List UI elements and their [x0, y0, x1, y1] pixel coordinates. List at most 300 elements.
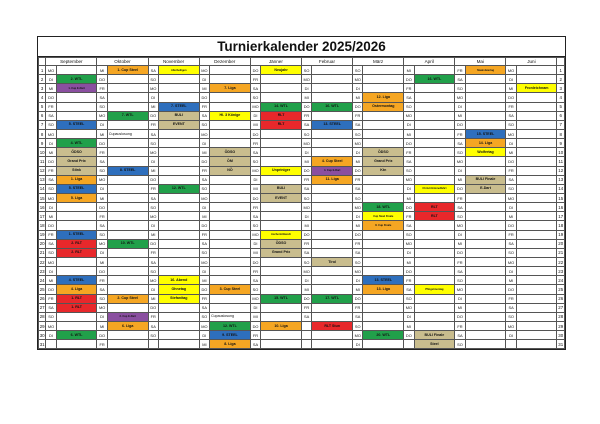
event-cell[interactable]	[56, 111, 97, 120]
event-cell[interactable]	[261, 340, 302, 349]
event-cell[interactable]	[516, 148, 557, 157]
event-cell[interactable]: NÖ	[210, 166, 251, 175]
event-cell[interactable]: 16. Abend	[158, 276, 199, 285]
event-cell[interactable]: Allerheiligen	[158, 66, 199, 75]
event-cell[interactable]	[414, 66, 455, 75]
event-cell[interactable]	[312, 303, 353, 312]
event-cell[interactable]	[516, 212, 557, 221]
event-cell[interactable]	[414, 120, 455, 129]
event-cell[interactable]	[210, 303, 251, 312]
event-cell[interactable]	[261, 267, 302, 276]
event-cell[interactable]	[363, 111, 404, 120]
event-cell[interactable]	[516, 66, 557, 75]
event-cell[interactable]: RLT Stun	[312, 321, 353, 330]
event-cell[interactable]	[516, 312, 557, 321]
event-cell[interactable]	[210, 120, 251, 129]
event-cell[interactable]: 10. Liga	[261, 321, 302, 330]
event-cell[interactable]	[261, 203, 302, 212]
event-cell[interactable]	[261, 157, 302, 166]
event-cell[interactable]	[312, 148, 353, 157]
event-cell[interactable]	[312, 84, 353, 93]
event-cell[interactable]: 2. Cup E-Dart	[107, 312, 148, 321]
event-cell[interactable]	[414, 93, 455, 102]
event-cell[interactable]: 1. Cup E-Dart	[56, 84, 97, 93]
event-cell[interactable]	[363, 66, 404, 75]
event-cell[interactable]: Cup Steel Finale	[363, 212, 404, 221]
event-cell[interactable]	[312, 203, 353, 212]
event-cell[interactable]: 7. Liga	[210, 84, 251, 93]
event-cell[interactable]: Wolfertag	[465, 148, 506, 157]
event-cell[interactable]: Staatsfeiertag	[465, 66, 506, 75]
event-cell[interactable]	[261, 221, 302, 230]
event-cell[interactable]	[261, 93, 302, 102]
event-cell[interactable]	[465, 230, 506, 239]
event-cell[interactable]	[312, 184, 353, 193]
event-cell[interactable]	[312, 267, 353, 276]
event-cell[interactable]	[210, 75, 251, 84]
event-cell[interactable]	[210, 175, 251, 184]
event-cell[interactable]: 9. STEEL	[210, 331, 251, 340]
event-cell[interactable]	[158, 93, 199, 102]
event-cell[interactable]: 2. WTL	[56, 75, 97, 84]
event-cell[interactable]	[312, 139, 353, 148]
event-cell[interactable]: RLT	[414, 203, 455, 212]
event-cell[interactable]	[312, 75, 353, 84]
event-cell[interactable]	[516, 321, 557, 330]
event-cell[interactable]	[107, 148, 148, 157]
event-cell[interactable]	[56, 203, 97, 212]
event-cell[interactable]	[516, 111, 557, 120]
event-cell[interactable]	[465, 331, 506, 340]
event-cell[interactable]: Aschermittwoch	[261, 230, 302, 239]
event-cell[interactable]	[465, 294, 506, 303]
event-cell[interactable]	[414, 102, 455, 111]
event-cell[interactable]	[465, 75, 506, 84]
event-cell[interactable]	[158, 321, 199, 330]
event-cell[interactable]	[107, 303, 148, 312]
event-cell[interactable]	[158, 248, 199, 257]
event-cell[interactable]	[312, 212, 353, 221]
event-cell[interactable]	[107, 331, 148, 340]
event-cell[interactable]	[56, 212, 97, 221]
event-cell[interactable]	[107, 221, 148, 230]
event-cell[interactable]	[363, 120, 404, 129]
event-cell[interactable]	[516, 221, 557, 230]
event-cell[interactable]: ÖDSO	[56, 148, 97, 157]
event-cell[interactable]	[158, 340, 199, 349]
event-cell[interactable]	[465, 111, 506, 120]
event-cell[interactable]: 2. RLT	[56, 239, 97, 248]
event-cell[interactable]: BULI Finale	[414, 331, 455, 340]
event-cell[interactable]: Tirol	[312, 257, 353, 266]
event-cell[interactable]	[465, 203, 506, 212]
event-cell[interactable]	[516, 75, 557, 84]
event-cell[interactable]	[56, 129, 97, 138]
event-cell[interactable]	[210, 239, 251, 248]
event-cell[interactable]	[465, 212, 506, 221]
event-cell[interactable]	[465, 303, 506, 312]
event-cell[interactable]	[56, 312, 97, 321]
event-cell[interactable]	[465, 285, 506, 294]
event-cell[interactable]	[465, 312, 506, 321]
event-cell[interactable]	[56, 267, 97, 276]
event-cell[interactable]	[312, 312, 353, 321]
event-cell[interactable]	[312, 93, 353, 102]
event-cell[interactable]	[107, 75, 148, 84]
event-cell[interactable]	[312, 129, 353, 138]
event-cell[interactable]	[465, 276, 506, 285]
event-cell[interactable]: 7. WTL	[107, 111, 148, 120]
event-cell[interactable]: 17. WTL	[312, 294, 353, 303]
event-cell[interactable]	[210, 212, 251, 221]
event-cell[interactable]	[158, 84, 199, 93]
event-cell[interactable]: Steel	[414, 340, 455, 349]
event-cell[interactable]: 8. Cup Finale	[363, 221, 404, 230]
event-cell[interactable]: Cupauslosung	[210, 312, 251, 321]
event-cell[interactable]: 5. STEEL	[56, 120, 97, 129]
event-cell[interactable]: 7. STEEL	[158, 102, 199, 111]
event-cell[interactable]: Neujahr	[261, 66, 302, 75]
event-cell[interactable]: 4. Cup Steel	[312, 157, 353, 166]
event-cell[interactable]	[158, 257, 199, 266]
event-cell[interactable]	[414, 157, 455, 166]
event-cell[interactable]	[465, 248, 506, 257]
event-cell[interactable]	[261, 257, 302, 266]
event-cell[interactable]	[516, 166, 557, 175]
event-cell[interactable]	[363, 129, 404, 138]
event-cell[interactable]	[56, 340, 97, 349]
event-cell[interactable]	[158, 148, 199, 157]
event-cell[interactable]	[210, 193, 251, 202]
event-cell[interactable]: 14. Liga	[465, 139, 506, 148]
event-cell[interactable]: 8. Liga	[210, 340, 251, 349]
event-cell[interactable]	[516, 157, 557, 166]
event-cell[interactable]: 14. WTL	[261, 102, 302, 111]
event-cell[interactable]: 2. RLT	[56, 248, 97, 257]
event-cell[interactable]	[414, 294, 455, 303]
event-cell[interactable]	[158, 239, 199, 248]
event-cell[interactable]	[261, 175, 302, 184]
event-cell[interactable]	[210, 230, 251, 239]
event-cell[interactable]: 1. Cup Steel	[107, 66, 148, 75]
event-cell[interactable]	[107, 139, 148, 148]
event-cell[interactable]	[158, 139, 199, 148]
event-cell[interactable]: EVENT	[261, 193, 302, 202]
event-cell[interactable]	[107, 93, 148, 102]
event-cell[interactable]	[261, 312, 302, 321]
event-cell[interactable]	[516, 340, 557, 349]
event-cell[interactable]	[210, 248, 251, 257]
event-cell[interactable]: 1. RLT	[56, 294, 97, 303]
event-cell[interactable]	[516, 331, 557, 340]
event-cell[interactable]	[158, 212, 199, 221]
event-cell[interactable]	[465, 84, 506, 93]
event-cell[interactable]	[516, 248, 557, 257]
event-cell[interactable]	[107, 120, 148, 129]
event-cell[interactable]	[210, 102, 251, 111]
event-cell[interactable]: 2. Cup Steel	[107, 294, 148, 303]
event-cell[interactable]	[465, 166, 506, 175]
event-cell[interactable]	[465, 257, 506, 266]
event-cell[interactable]: 4. STEEL	[56, 276, 97, 285]
event-cell[interactable]	[465, 93, 506, 102]
event-cell[interactable]: 4. Liga	[56, 285, 97, 294]
event-cell[interactable]	[107, 267, 148, 276]
event-cell[interactable]	[516, 139, 557, 148]
event-cell[interactable]	[56, 221, 97, 230]
event-cell[interactable]: EVENT	[158, 120, 199, 129]
event-cell[interactable]	[363, 321, 404, 330]
event-cell[interactable]	[158, 157, 199, 166]
event-cell[interactable]: 8. STEEL	[107, 166, 148, 175]
event-cell[interactable]: Stink	[56, 166, 97, 175]
event-cell[interactable]	[210, 93, 251, 102]
event-cell[interactable]	[107, 184, 148, 193]
event-cell[interactable]	[516, 203, 557, 212]
event-cell[interactable]: ÖM	[210, 157, 251, 166]
event-cell[interactable]: 15. STEEL	[465, 129, 506, 138]
event-cell[interactable]	[414, 257, 455, 266]
event-cell[interactable]: Grand Prix	[261, 248, 302, 257]
event-cell[interactable]	[363, 193, 404, 202]
event-cell[interactable]	[158, 221, 199, 230]
event-cell[interactable]: RLT	[261, 111, 302, 120]
event-cell[interactable]	[158, 166, 199, 175]
event-cell[interactable]	[516, 294, 557, 303]
event-cell[interactable]	[261, 148, 302, 157]
event-cell[interactable]	[312, 111, 353, 120]
event-cell[interactable]	[107, 193, 148, 202]
event-cell[interactable]	[363, 239, 404, 248]
event-cell[interactable]	[363, 303, 404, 312]
event-cell[interactable]	[516, 120, 557, 129]
event-cell[interactable]	[210, 203, 251, 212]
event-cell[interactable]	[465, 340, 506, 349]
event-cell[interactable]	[516, 257, 557, 266]
event-cell[interactable]	[363, 230, 404, 239]
event-cell[interactable]	[312, 331, 353, 340]
event-cell[interactable]: 13. STEEL	[363, 276, 404, 285]
event-cell[interactable]: Ostermontag	[363, 102, 404, 111]
event-cell[interactable]	[363, 294, 404, 303]
event-cell[interactable]: 6. Liga	[107, 321, 148, 330]
event-cell[interactable]	[414, 193, 455, 202]
event-cell[interactable]: BULI	[158, 111, 199, 120]
event-cell[interactable]	[414, 239, 455, 248]
event-cell[interactable]	[210, 294, 251, 303]
event-cell[interactable]: 12. WTL	[158, 184, 199, 193]
event-cell[interactable]	[158, 267, 199, 276]
event-cell[interactable]: 4. WTL	[56, 139, 97, 148]
event-cell[interactable]	[312, 193, 353, 202]
event-cell[interactable]	[363, 248, 404, 257]
event-cell[interactable]	[210, 139, 251, 148]
event-cell[interactable]	[261, 212, 302, 221]
event-cell[interactable]	[465, 157, 506, 166]
event-cell[interactable]: Stefanitag	[158, 294, 199, 303]
event-cell[interactable]	[56, 66, 97, 75]
event-cell[interactable]	[158, 303, 199, 312]
event-cell[interactable]: 1. RLT	[56, 303, 97, 312]
event-cell[interactable]	[107, 257, 148, 266]
event-cell[interactable]	[312, 221, 353, 230]
event-cell[interactable]	[210, 221, 251, 230]
event-cell[interactable]	[312, 66, 353, 75]
event-cell[interactable]	[261, 139, 302, 148]
event-cell[interactable]: 6. WTL	[56, 331, 97, 340]
event-cell[interactable]	[107, 212, 148, 221]
event-cell[interactable]	[158, 129, 199, 138]
event-cell[interactable]: 16. WTL	[312, 102, 353, 111]
event-cell[interactable]	[158, 193, 199, 202]
event-cell[interactable]	[312, 230, 353, 239]
event-cell[interactable]	[516, 129, 557, 138]
event-cell[interactable]: 11. Liga	[312, 175, 353, 184]
event-cell[interactable]	[107, 203, 148, 212]
event-cell[interactable]	[414, 148, 455, 157]
event-cell[interactable]: 1. Liga	[56, 175, 97, 184]
event-cell[interactable]	[465, 221, 506, 230]
event-cell[interactable]: Fronleichnam	[516, 84, 557, 93]
event-cell[interactable]	[363, 184, 404, 193]
event-cell[interactable]	[414, 129, 455, 138]
event-cell[interactable]	[363, 340, 404, 349]
event-cell[interactable]: Ohnetag	[158, 285, 199, 294]
event-cell[interactable]	[261, 84, 302, 93]
event-cell[interactable]	[210, 257, 251, 266]
event-cell[interactable]	[107, 102, 148, 111]
event-cell[interactable]: Christi Himmelfahrt	[414, 184, 455, 193]
event-cell[interactable]	[363, 267, 404, 276]
event-cell[interactable]	[107, 230, 148, 239]
event-cell[interactable]: RLT	[414, 212, 455, 221]
event-cell[interactable]	[210, 66, 251, 75]
event-cell[interactable]	[107, 175, 148, 184]
event-cell[interactable]	[414, 166, 455, 175]
event-cell[interactable]: E-Dart	[465, 184, 506, 193]
event-cell[interactable]	[465, 239, 506, 248]
event-cell[interactable]: 16. WTL	[414, 75, 455, 84]
event-cell[interactable]	[414, 84, 455, 93]
event-cell[interactable]: Grand Prix	[56, 157, 97, 166]
event-cell[interactable]	[516, 285, 557, 294]
event-cell[interactable]	[107, 285, 148, 294]
event-cell[interactable]	[414, 230, 455, 239]
event-cell[interactable]	[210, 276, 251, 285]
event-cell[interactable]: 18. WTL	[363, 203, 404, 212]
event-cell[interactable]	[312, 285, 353, 294]
event-cell[interactable]	[414, 267, 455, 276]
event-cell[interactable]: 20. WTL	[363, 331, 404, 340]
event-cell[interactable]: 5. Liga	[56, 193, 97, 202]
event-cell[interactable]	[56, 257, 97, 266]
event-cell[interactable]	[516, 303, 557, 312]
event-cell[interactable]	[465, 321, 506, 330]
event-cell[interactable]	[414, 175, 455, 184]
event-cell[interactable]	[158, 230, 199, 239]
event-cell[interactable]: BULI	[261, 184, 302, 193]
event-cell[interactable]	[414, 111, 455, 120]
event-cell[interactable]	[107, 340, 148, 349]
event-cell[interactable]: 3. Cup Steel	[210, 285, 251, 294]
event-cell[interactable]	[363, 175, 404, 184]
event-cell[interactable]	[516, 230, 557, 239]
event-cell[interactable]	[158, 312, 199, 321]
event-cell[interactable]	[363, 257, 404, 266]
event-cell[interactable]	[414, 312, 455, 321]
event-cell[interactable]	[312, 248, 353, 257]
event-cell[interactable]	[312, 276, 353, 285]
event-cell[interactable]	[261, 285, 302, 294]
event-cell[interactable]	[312, 239, 353, 248]
event-cell[interactable]	[261, 303, 302, 312]
event-cell[interactable]: ÖDSO	[210, 148, 251, 157]
event-cell[interactable]: 13. STEEL	[312, 120, 353, 129]
event-cell[interactable]	[465, 120, 506, 129]
event-cell[interactable]	[363, 75, 404, 84]
event-cell[interactable]	[414, 321, 455, 330]
event-cell[interactable]	[261, 276, 302, 285]
event-cell[interactable]	[56, 102, 97, 111]
event-cell[interactable]	[107, 276, 148, 285]
event-cell[interactable]: Hl. 3 Könige	[210, 111, 251, 120]
event-cell[interactable]	[56, 321, 97, 330]
event-cell[interactable]: Ktn	[363, 166, 404, 175]
event-cell[interactable]	[363, 84, 404, 93]
event-cell[interactable]	[414, 139, 455, 148]
event-cell[interactable]: ÖDSO	[261, 239, 302, 248]
event-cell[interactable]	[312, 340, 353, 349]
event-cell[interactable]: Grand Prix	[363, 157, 404, 166]
event-cell[interactable]	[414, 303, 455, 312]
event-cell[interactable]: BULI Finale	[465, 175, 506, 184]
event-cell[interactable]	[158, 75, 199, 84]
event-cell[interactable]: RLT	[261, 120, 302, 129]
event-cell[interactable]: 10. WTL	[107, 239, 148, 248]
event-cell[interactable]	[414, 248, 455, 257]
event-cell[interactable]	[210, 129, 251, 138]
event-cell[interactable]	[363, 312, 404, 321]
event-cell[interactable]	[158, 331, 199, 340]
event-cell[interactable]	[210, 184, 251, 193]
event-cell[interactable]: 5. STEEL	[56, 184, 97, 193]
event-cell[interactable]: 12. WTL	[210, 321, 251, 330]
event-cell[interactable]	[516, 193, 557, 202]
event-cell[interactable]	[107, 84, 148, 93]
event-cell[interactable]: Unpriniger	[261, 166, 302, 175]
event-cell[interactable]	[261, 75, 302, 84]
event-cell[interactable]	[107, 157, 148, 166]
event-cell[interactable]	[158, 175, 199, 184]
event-cell[interactable]: 15. WTL	[261, 294, 302, 303]
event-cell[interactable]	[516, 175, 557, 184]
event-cell[interactable]	[516, 267, 557, 276]
event-cell[interactable]	[210, 267, 251, 276]
event-cell[interactable]: 1. STEEL	[56, 230, 97, 239]
event-cell[interactable]	[516, 93, 557, 102]
event-cell[interactable]: Cupauslosung	[107, 129, 148, 138]
event-cell[interactable]	[516, 239, 557, 248]
event-cell[interactable]	[516, 184, 557, 193]
event-cell[interactable]: Pfingstmontag	[414, 285, 455, 294]
event-cell[interactable]	[158, 203, 199, 212]
event-cell[interactable]	[363, 139, 404, 148]
event-cell[interactable]	[414, 276, 455, 285]
event-cell[interactable]	[465, 267, 506, 276]
event-cell[interactable]	[516, 276, 557, 285]
event-cell[interactable]: ÖDSO	[363, 148, 404, 157]
event-cell[interactable]	[465, 102, 506, 111]
